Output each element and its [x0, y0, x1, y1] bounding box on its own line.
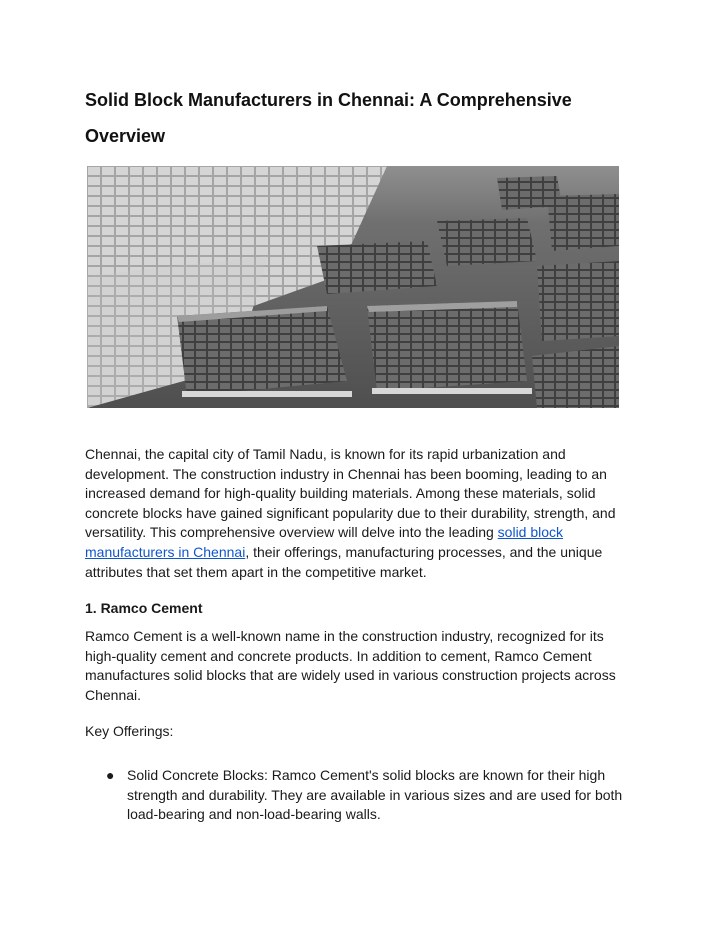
solid-block-manufacturers-link[interactable]: solid block manufacturers in Chennai — [85, 524, 564, 560]
page-title: Solid Block Manufacturers in Chennai: A Comprehensive Overview — [85, 90, 572, 146]
list-item — [85, 766, 630, 825]
intro-text-before-link: Chennai, the capital city of Tamil Nadu, is known for its rapid urbanization and development. The construction industry in Chennai has been booming, leading to an increased demand for high-quality building materials. Among these materials, solid concrete blocks have gained significant popularity due to their durability, strength, and versatility. This comprehensive overview will delve into the leading — [85, 446, 616, 541]
list-item-text: Solid Concrete Blocks: Ramco Cement's solid blocks are known for their high strength and durability. They are available in various sizes and are used for both load-bearing and non-load-bearing walls. — [127, 767, 623, 823]
key-offerings-label: Key Offerings: — [85, 723, 174, 739]
section-body-ramco: Ramco Cement is a well-known name in the construction industry, recognized for its high-quality cement and concrete products. In addition to cement, Ramco Cement manufactures solid blocks that are widely used in various construction projects across Chennai. — [85, 628, 616, 703]
intro-paragraph — [85, 445, 630, 582]
key-offerings-list — [85, 766, 630, 825]
section-heading-ramco: 1. Ramco Cement — [85, 600, 203, 616]
bullet-icon: ● — [106, 767, 115, 783]
hero-image — [87, 166, 619, 408]
intro-text-after-link: , their offerings, manufacturing processes, and the unique attributes that set them apart in the competitive market. — [85, 543, 603, 580]
concrete-blocks-photo — [87, 166, 619, 408]
